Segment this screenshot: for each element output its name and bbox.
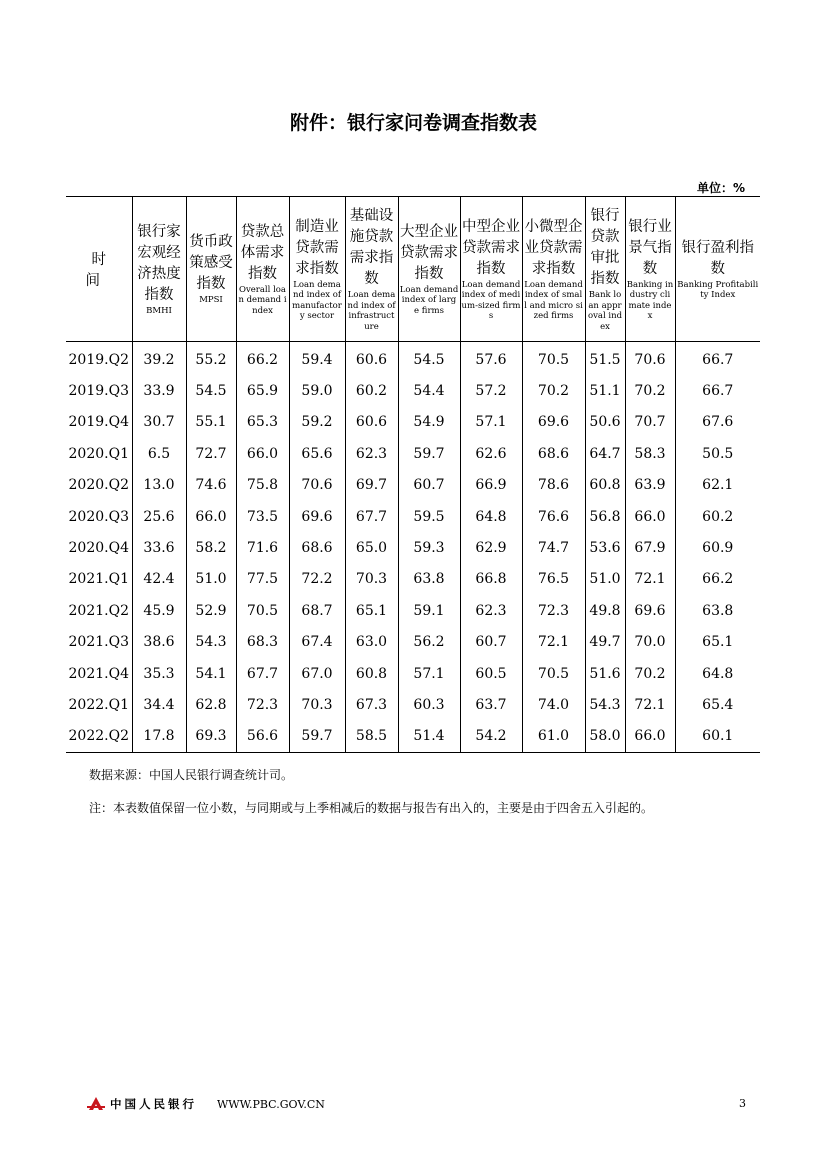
column-header-en: Loan demand index of manufactory sector [292, 279, 342, 321]
table-row [66, 658, 760, 689]
remark-note: 注：本表数值保留一位小数，与同期或与上季相减后的数据与报告有出入的，主要是由于四舍五入引起的。 [89, 801, 654, 815]
page-title: 附件：银行家问卷调查指数表 [289, 112, 537, 134]
value-cell: 69.6 [625, 595, 675, 626]
value-cell: 77.5 [236, 564, 289, 595]
value-cell: 33.9 [132, 375, 186, 406]
value-cell: 70.3 [345, 564, 398, 595]
value-cell: 63.9 [625, 470, 675, 501]
value-cell: 53.6 [585, 532, 625, 563]
table-row [66, 689, 760, 720]
table-row [66, 595, 760, 626]
value-cell: 56.6 [236, 721, 289, 753]
value-cell: 74.0 [522, 689, 585, 720]
value-cell: 58.3 [625, 438, 675, 469]
value-cell: 42.4 [132, 564, 186, 595]
value-cell: 51.1 [585, 375, 625, 406]
value-cell: 61.0 [522, 721, 585, 753]
value-cell: 72.1 [522, 627, 585, 658]
value-cell: 60.8 [345, 658, 398, 689]
value-cell: 66.2 [236, 342, 289, 376]
value-cell: 70.3 [289, 689, 345, 720]
value-cell: 13.0 [132, 470, 186, 501]
value-cell: 59.3 [398, 532, 460, 563]
column-header-zh: 银行家宏观经济热度指数 [137, 223, 181, 303]
value-cell: 66.9 [460, 470, 522, 501]
value-cell: 70.5 [236, 595, 289, 626]
value-cell: 76.6 [522, 501, 585, 532]
value-cell: 60.2 [345, 375, 398, 406]
value-cell: 64.8 [460, 501, 522, 532]
column-header-en: Loan demand index of infrastructure [347, 290, 396, 332]
value-cell: 67.7 [236, 658, 289, 689]
value-cell: 66.0 [236, 438, 289, 469]
value-cell: 66.0 [186, 501, 236, 532]
column-header-en: Loan demand index of large firms [399, 284, 459, 316]
value-cell: 59.7 [398, 438, 460, 469]
column-header [289, 197, 345, 342]
value-cell: 60.8 [585, 470, 625, 501]
value-cell: 67.3 [345, 689, 398, 720]
website-url[interactable]: WWW.PBC.GOV.CN [217, 1097, 325, 1111]
value-cell: 25.6 [132, 501, 186, 532]
source-note: 数据来源：中国人民银行调查统计司。 [89, 768, 294, 782]
value-cell: 34.4 [132, 689, 186, 720]
value-cell: 63.8 [398, 564, 460, 595]
column-header [345, 197, 398, 342]
period-cell: 2021.Q2 [68, 602, 129, 619]
value-cell: 74.6 [186, 470, 236, 501]
column-header-en: Overall loan demand index [238, 284, 287, 316]
column-header [585, 197, 625, 342]
value-cell: 65.0 [345, 532, 398, 563]
unit-label: 单位：% [696, 181, 745, 195]
period-cell: 2020.Q2 [68, 477, 129, 494]
period-cell: 2022.Q1 [68, 696, 129, 713]
value-cell: 69.6 [522, 407, 585, 438]
column-header-zh: 小微型企业贷款需求指数 [524, 218, 583, 277]
value-cell: 35.3 [132, 658, 186, 689]
page-number: 3 [739, 1097, 746, 1110]
column-header-zh: 基础设施贷款需求指数 [349, 208, 394, 287]
value-cell: 56.2 [398, 627, 460, 658]
value-cell: 54.4 [398, 375, 460, 406]
value-cell: 65.1 [345, 595, 398, 626]
column-header-zh: 银行盈利指数 [681, 239, 754, 277]
column-header [675, 197, 760, 342]
value-cell: 67.4 [289, 627, 345, 658]
value-cell: 65.6 [289, 438, 345, 469]
period-cell: 2019.Q2 [68, 351, 129, 368]
value-cell: 59.5 [398, 501, 460, 532]
value-cell: 54.1 [186, 658, 236, 689]
column-header-zh: 货币政策感受指数 [189, 234, 233, 293]
value-cell: 68.6 [289, 532, 345, 563]
value-cell: 63.8 [675, 595, 760, 626]
value-cell: 62.1 [675, 470, 760, 501]
value-cell: 69.3 [186, 721, 236, 753]
value-cell: 51.5 [585, 342, 625, 376]
column-header-zh: 贷款总体需求指数 [240, 223, 285, 282]
value-cell: 49.8 [585, 595, 625, 626]
value-cell: 60.3 [398, 689, 460, 720]
value-cell: 65.3 [236, 407, 289, 438]
value-cell: 60.6 [345, 407, 398, 438]
value-cell: 50.5 [675, 438, 760, 469]
time-header-label: 时 间 [85, 252, 118, 289]
table-row [66, 501, 760, 532]
value-cell: 54.9 [398, 407, 460, 438]
column-header [186, 197, 236, 342]
value-cell: 17.8 [132, 721, 186, 753]
column-header-zh: 制造业贷款需求指数 [295, 218, 339, 277]
value-cell: 67.7 [345, 501, 398, 532]
period-cell: 2020.Q1 [68, 445, 129, 462]
value-cell: 76.5 [522, 564, 585, 595]
value-cell: 69.7 [345, 470, 398, 501]
value-cell: 71.6 [236, 532, 289, 563]
value-cell: 57.2 [460, 375, 522, 406]
column-header-en: BMHI [146, 305, 172, 316]
value-cell: 70.7 [625, 407, 675, 438]
value-cell: 65.4 [675, 689, 760, 720]
column-header [236, 197, 289, 342]
value-cell: 62.8 [186, 689, 236, 720]
period-cell: 2021.Q1 [68, 571, 129, 588]
value-cell: 56.8 [585, 501, 625, 532]
time-column-header [66, 197, 132, 342]
column-header-en: MPSI [199, 295, 223, 306]
column-header [625, 197, 675, 342]
value-cell: 59.4 [289, 342, 345, 376]
value-cell: 58.5 [345, 721, 398, 753]
value-cell: 54.5 [186, 375, 236, 406]
value-cell: 60.1 [675, 721, 760, 753]
column-header [132, 197, 186, 342]
value-cell: 67.0 [289, 658, 345, 689]
value-cell: 72.1 [625, 689, 675, 720]
value-cell: 70.2 [625, 375, 675, 406]
value-cell: 58.2 [186, 532, 236, 563]
value-cell: 33.6 [132, 532, 186, 563]
value-cell: 39.2 [132, 342, 186, 376]
column-header-en: Bank loan approval index [587, 290, 623, 332]
value-cell: 52.9 [186, 595, 236, 626]
table-row [66, 470, 760, 501]
value-cell: 70.6 [625, 342, 675, 376]
value-cell: 70.0 [625, 627, 675, 658]
value-cell: 72.3 [522, 595, 585, 626]
column-header-zh: 大型企业贷款需求指数 [400, 223, 458, 282]
period-cell: 2020.Q4 [68, 540, 129, 557]
value-cell: 49.7 [585, 627, 625, 658]
value-cell: 55.2 [186, 342, 236, 376]
value-cell: 60.9 [675, 532, 760, 563]
period-cell: 2021.Q4 [68, 665, 129, 682]
value-cell: 6.5 [132, 438, 186, 469]
table-row [66, 342, 760, 376]
value-cell: 54.3 [585, 689, 625, 720]
value-cell: 58.0 [585, 721, 625, 753]
value-cell: 63.0 [345, 627, 398, 658]
value-cell: 75.8 [236, 470, 289, 501]
value-cell: 59.1 [398, 595, 460, 626]
value-cell: 65.1 [675, 627, 760, 658]
value-cell: 67.6 [675, 407, 760, 438]
column-header [522, 197, 585, 342]
value-cell: 59.2 [289, 407, 345, 438]
value-cell: 64.7 [585, 438, 625, 469]
column-header-en: Loan demand index of small and micro sized firms [524, 279, 583, 321]
value-cell: 72.1 [625, 564, 675, 595]
column-header-zh: 中型企业贷款需求指数 [462, 218, 520, 277]
value-cell: 59.7 [289, 721, 345, 753]
value-cell: 62.6 [460, 438, 522, 469]
table-header-row [66, 197, 760, 342]
value-cell: 30.7 [132, 407, 186, 438]
value-cell: 60.2 [675, 501, 760, 532]
column-header-en: Banking industry climate index [626, 279, 674, 321]
value-cell: 68.7 [289, 595, 345, 626]
value-cell: 74.7 [522, 532, 585, 563]
value-cell: 68.3 [236, 627, 289, 658]
value-cell: 66.7 [675, 342, 760, 376]
value-cell: 73.5 [236, 501, 289, 532]
table-row [66, 627, 760, 658]
value-cell: 78.6 [522, 470, 585, 501]
table-body [66, 342, 760, 753]
value-cell: 55.1 [186, 407, 236, 438]
value-cell: 70.2 [625, 658, 675, 689]
value-cell: 68.6 [522, 438, 585, 469]
column-header [460, 197, 522, 342]
value-cell: 70.2 [522, 375, 585, 406]
value-cell: 70.5 [522, 342, 585, 376]
value-cell: 62.3 [345, 438, 398, 469]
value-cell: 72.7 [186, 438, 236, 469]
table-row [66, 564, 760, 595]
value-cell: 60.5 [460, 658, 522, 689]
value-cell: 51.6 [585, 658, 625, 689]
value-cell: 51.0 [585, 564, 625, 595]
value-cell: 64.8 [675, 658, 760, 689]
value-cell: 63.7 [460, 689, 522, 720]
table-row [66, 407, 760, 438]
period-cell: 2022.Q2 [66, 721, 132, 753]
value-cell: 72.2 [289, 564, 345, 595]
bank-name: 中国人民银行 [110, 1097, 197, 1111]
value-cell: 54.3 [186, 627, 236, 658]
period-cell: 2019.Q4 [68, 414, 129, 431]
value-cell: 57.1 [398, 658, 460, 689]
value-cell: 66.0 [625, 501, 675, 532]
value-cell: 50.6 [585, 407, 625, 438]
value-cell: 66.8 [460, 564, 522, 595]
period-cell: 2020.Q3 [68, 508, 129, 525]
value-cell: 66.2 [675, 564, 760, 595]
value-cell: 62.9 [460, 532, 522, 563]
column-header-zh: 银行业景气指数 [628, 218, 672, 277]
footer [86, 1096, 325, 1112]
value-cell: 65.9 [236, 375, 289, 406]
value-cell: 66.7 [675, 375, 760, 406]
value-cell: 59.0 [289, 375, 345, 406]
value-cell: 51.0 [186, 564, 236, 595]
value-cell: 57.6 [460, 342, 522, 376]
value-cell: 45.9 [132, 595, 186, 626]
column-header [398, 197, 460, 342]
value-cell: 38.6 [132, 627, 186, 658]
table-row [66, 438, 760, 469]
column-header-zh: 银行贷款审批指数 [590, 208, 620, 287]
column-header-en: Banking Profitability Index [677, 279, 759, 300]
table-row [66, 532, 760, 563]
value-cell: 54.5 [398, 342, 460, 376]
value-cell: 72.3 [236, 689, 289, 720]
table-row [66, 721, 760, 753]
period-cell: 2021.Q3 [68, 634, 129, 651]
table-row [66, 375, 760, 406]
value-cell: 60.6 [345, 342, 398, 376]
value-cell: 62.3 [460, 595, 522, 626]
value-cell: 60.7 [460, 627, 522, 658]
value-cell: 57.1 [460, 407, 522, 438]
column-header-en: Loan demand index of medium-sized firms [461, 279, 521, 321]
value-cell: 70.6 [289, 470, 345, 501]
value-cell: 70.5 [522, 658, 585, 689]
pbc-logo-icon [86, 1096, 106, 1112]
value-cell: 69.6 [289, 501, 345, 532]
value-cell: 51.4 [398, 721, 460, 753]
period-cell: 2019.Q3 [68, 383, 129, 400]
value-cell: 66.0 [625, 721, 675, 753]
index-table [66, 196, 760, 753]
value-cell: 60.7 [398, 470, 460, 501]
value-cell: 54.2 [460, 721, 522, 753]
value-cell: 67.9 [625, 532, 675, 563]
